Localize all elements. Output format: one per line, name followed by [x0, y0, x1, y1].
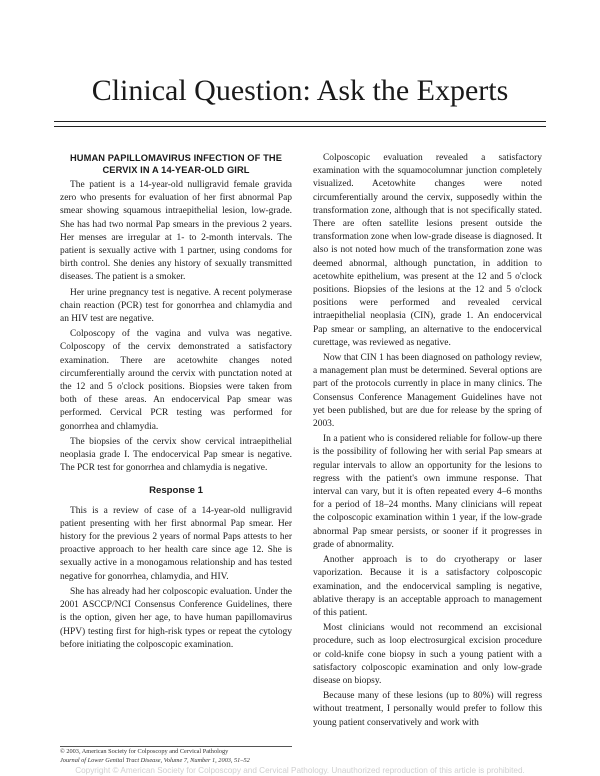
case-paragraph: The biopsies of the cervix show cervical intraepithelial neoplasia grade I. The endocervical Pap smear is negative. The PCR test for gonorrhea and chlamydia is negative.	[60, 436, 292, 474]
response-paragraph: Colposcopic evaluation revealed a satisfactory examination with the squamocolumnar junction completely visualized. Acetowhite changes were noted circumferentially around the cervix, supposedly within the transformation zone, although that is not specifically stated. There are often satellite lesions present outside the transformation zone when low-grade disease is diagnosed. It also is not noted how much of the transformation zone was deemed abnormal, although punctation, in addition to acetowhite epithelium, was present at the 12 and 5 o'clock positions. Biopsies of the lesions at the 12 and 5 o'clock positions were performed and revealed cervical intraepithelial neoplasia (CIN), grade 1. An endocervical Pap smear or sampling, an alternative to the endocervical curettage, was reviewed as negative.	[313, 153, 542, 348]
response-paragraph: In a patient who is considered reliable for follow-up there is the possibility of following her with serial Pap smears at regular intervals to allow an opportunity for the lesions to regress with the patient's own immune response. That interval can vary, but it is often repeated every 4–6 months for a period of 18–24 months. Many clinicians will repeat the colposcopic examination within 1 year, if the low-grade abnormal Pap smear persists, or sooner if it progresses in grade of abnormality.	[313, 434, 542, 550]
copyright-line: © 2003, American Society for Colposcopy and Cervical Pathology	[60, 748, 229, 755]
response-paragraph: Now that CIN 1 has been diagnosed on pathology review, a management plan must be determined. Several options are part of the protocols currently in place in many clinics. The Consensus Conference Management Guidelines have not yet been published, but are due for release by the spring of 2003.	[313, 353, 542, 430]
response-paragraph: Because many of these lesions (up to 80%) will regress without treatment, I personally would prefer to follow this young patient conservatively and work with	[313, 691, 542, 728]
journal-citation: Journal of Lower Genital Tract Disease, Volume 7, Number 1, 2003, 51–52	[60, 756, 250, 764]
page-title: Clinical Question: Ask the Experts	[91, 74, 509, 107]
article-heading: HUMAN PAPILLOMAVIRUS INFECTION OF THE CERVIX IN A 14-YEAR-OLD GIRL	[69, 153, 282, 175]
case-paragraph: Colposcopy of the vagina and vulva was negative. Colposcopy of the cervix demonstrated a satisfactory examination. There are acetowhite changes noted circumferentially around the cervix with punctation noted at the 12 and 5 o'clock positions. Biopsies were taken from both of these areas. An endocervical Pap smear was performed. Cervical PCR testing was performed for gonorrhea and chlamydia.	[60, 329, 292, 432]
response-paragraph: She has already had her colposcopic evaluation. Under the 2001 ASCCP/NCI Consensus Conference Guidelines, there is the option, given her age, to have human papillomavirus (HPV) testing first for high-risk types or repeat the cytology before initiating the colposcopic examination.	[60, 586, 292, 650]
case-paragraph: The patient is a 14-year-old nulligravid female gravida zero who presents for evaluation of her first abnormal Pap smear showing squamous intraepithelial lesion, low-grade. She has had two normal Pap smears in the previous 2 years. Her menses are irregular at 1- to 2-month intervals. The patient is sexually active with 1 partner, using condoms for birth control. She denies any history of sexually transmitted diseases. The patient is a smoker.	[60, 180, 292, 283]
response-paragraph: This is a review of case of a 14-year-old nulligravid patient presenting with her first abnormal Pap smear. Her history for the previous 2 years of normal Paps attests to her proactive approach to her health care since age 12. She is sexually active in a monogamous relationship and has tested negative for gonorrhea, chlamydia, and HIV.	[60, 505, 292, 582]
case-paragraph: Her urine pregnancy test is negative. A recent polymerase chain reaction (PCR) test for gonorrhea and chlamydia and an HIV test are negative.	[60, 287, 292, 325]
title-rule-bottom	[54, 126, 546, 127]
copyright-watermark: Copyright © American Society for Colposcopy and Cervical Pathology. Unauthorized reproduction of this article is prohibited.	[75, 766, 525, 775]
title-rule-top	[54, 121, 546, 122]
right-column	[313, 152, 542, 732]
left-column	[60, 152, 292, 654]
footnote	[60, 746, 292, 765]
response-paragraph: Another approach is to do cryotherapy or laser vaporization. Because it is a satisfactory colposcopic examination, and the endocervical sampling is negative, ablative therapy is an acceptable approach to management of this patient.	[313, 555, 542, 618]
response-heading: Response 1	[149, 485, 203, 497]
response-paragraph: Most clinicians would not recommend an excisional procedure, such as loop electrosurgical excision procedure or cold-knife cone biopsy in such a young patient with a satisfactory colposcopic examination and only low-grade disease on biopsy.	[313, 623, 542, 686]
